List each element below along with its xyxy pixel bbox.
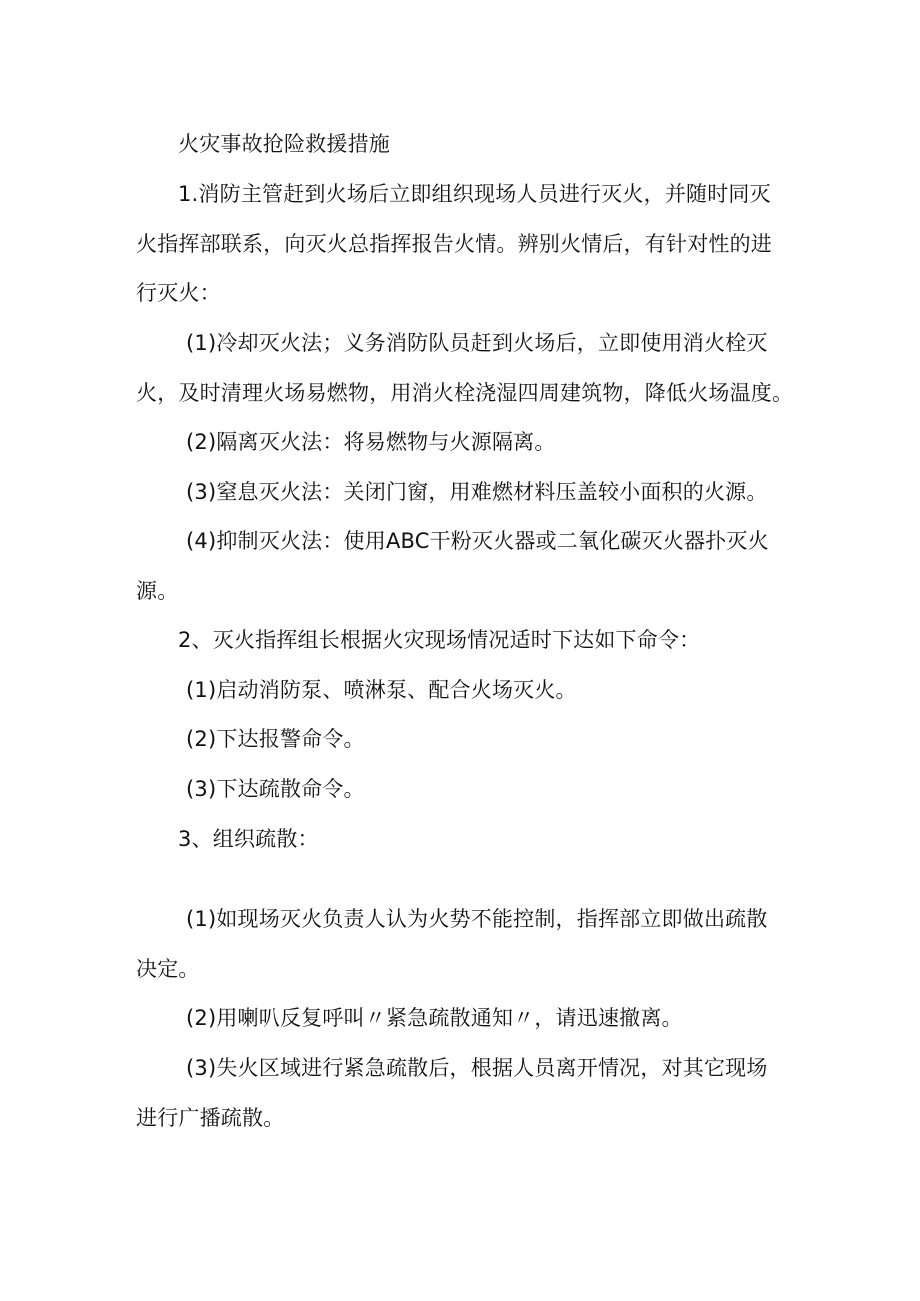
paragraph-2: 2、灭火指挥组长根据火灾现场情况适时下达如下命令： [178, 628, 701, 652]
method-4-line-2: 源。 [136, 579, 179, 603]
document-title: 火灾事故抢险救援措施 [178, 132, 390, 156]
evacuation-3-line-1: (3)失火区域进行紧急疏散后，根据人员离开情况，对其它现场 [186, 1056, 768, 1080]
command-3: (3)下达疏散命令。 [186, 777, 365, 801]
command-1: (1)启动消防泵、喷淋泵、配合火场灭火。 [186, 678, 577, 702]
evacuation-1-line-1: (1)如现场灭火负责人认为火势不能控制，指挥部立即做出疏散 [186, 907, 768, 931]
paragraph-1-line-1: 1.消防主管赶到火场后立即组织现场人员进行灭火，并随时同灭 [178, 182, 771, 206]
command-2: (2)下达报警命令。 [186, 727, 365, 751]
evacuation-3-line-2: 进行广播疏散。 [136, 1106, 285, 1130]
paragraph-1-line-3: 行灭火： [136, 281, 221, 305]
evacuation-1-line-2: 决定。 [136, 957, 200, 981]
method-1-line-2: 火，及时清理火场易燃物，用消火栓浇湿四周建筑物，降低火场温度。 [136, 381, 794, 405]
method-4-line-1: (4)抑制灭火法：使用ABC干粉灭火器或二氧化碳灭火器扑灭火 [186, 529, 769, 553]
method-2: (2)隔离灭火法：将易燃物与火源隔离。 [186, 430, 556, 454]
method-3: (3)窒息灭火法：关闭门窗，用难燃材料压盖较小面积的火源。 [186, 480, 768, 504]
paragraph-3: 3、组织疏散： [178, 827, 319, 851]
method-1-line-1: (1)冷却灭火法；义务消防队员赶到火场后，立即使用消火栓灭 [186, 331, 768, 355]
evacuation-2: (2)用喇叭反复呼叫〃紧急疏散通知〃，请迅速撤离。 [186, 1006, 683, 1030]
paragraph-1-line-2: 火指挥部联系，向灭火总指挥报告火情。辨别火情后，有针对性的进 [136, 232, 772, 256]
